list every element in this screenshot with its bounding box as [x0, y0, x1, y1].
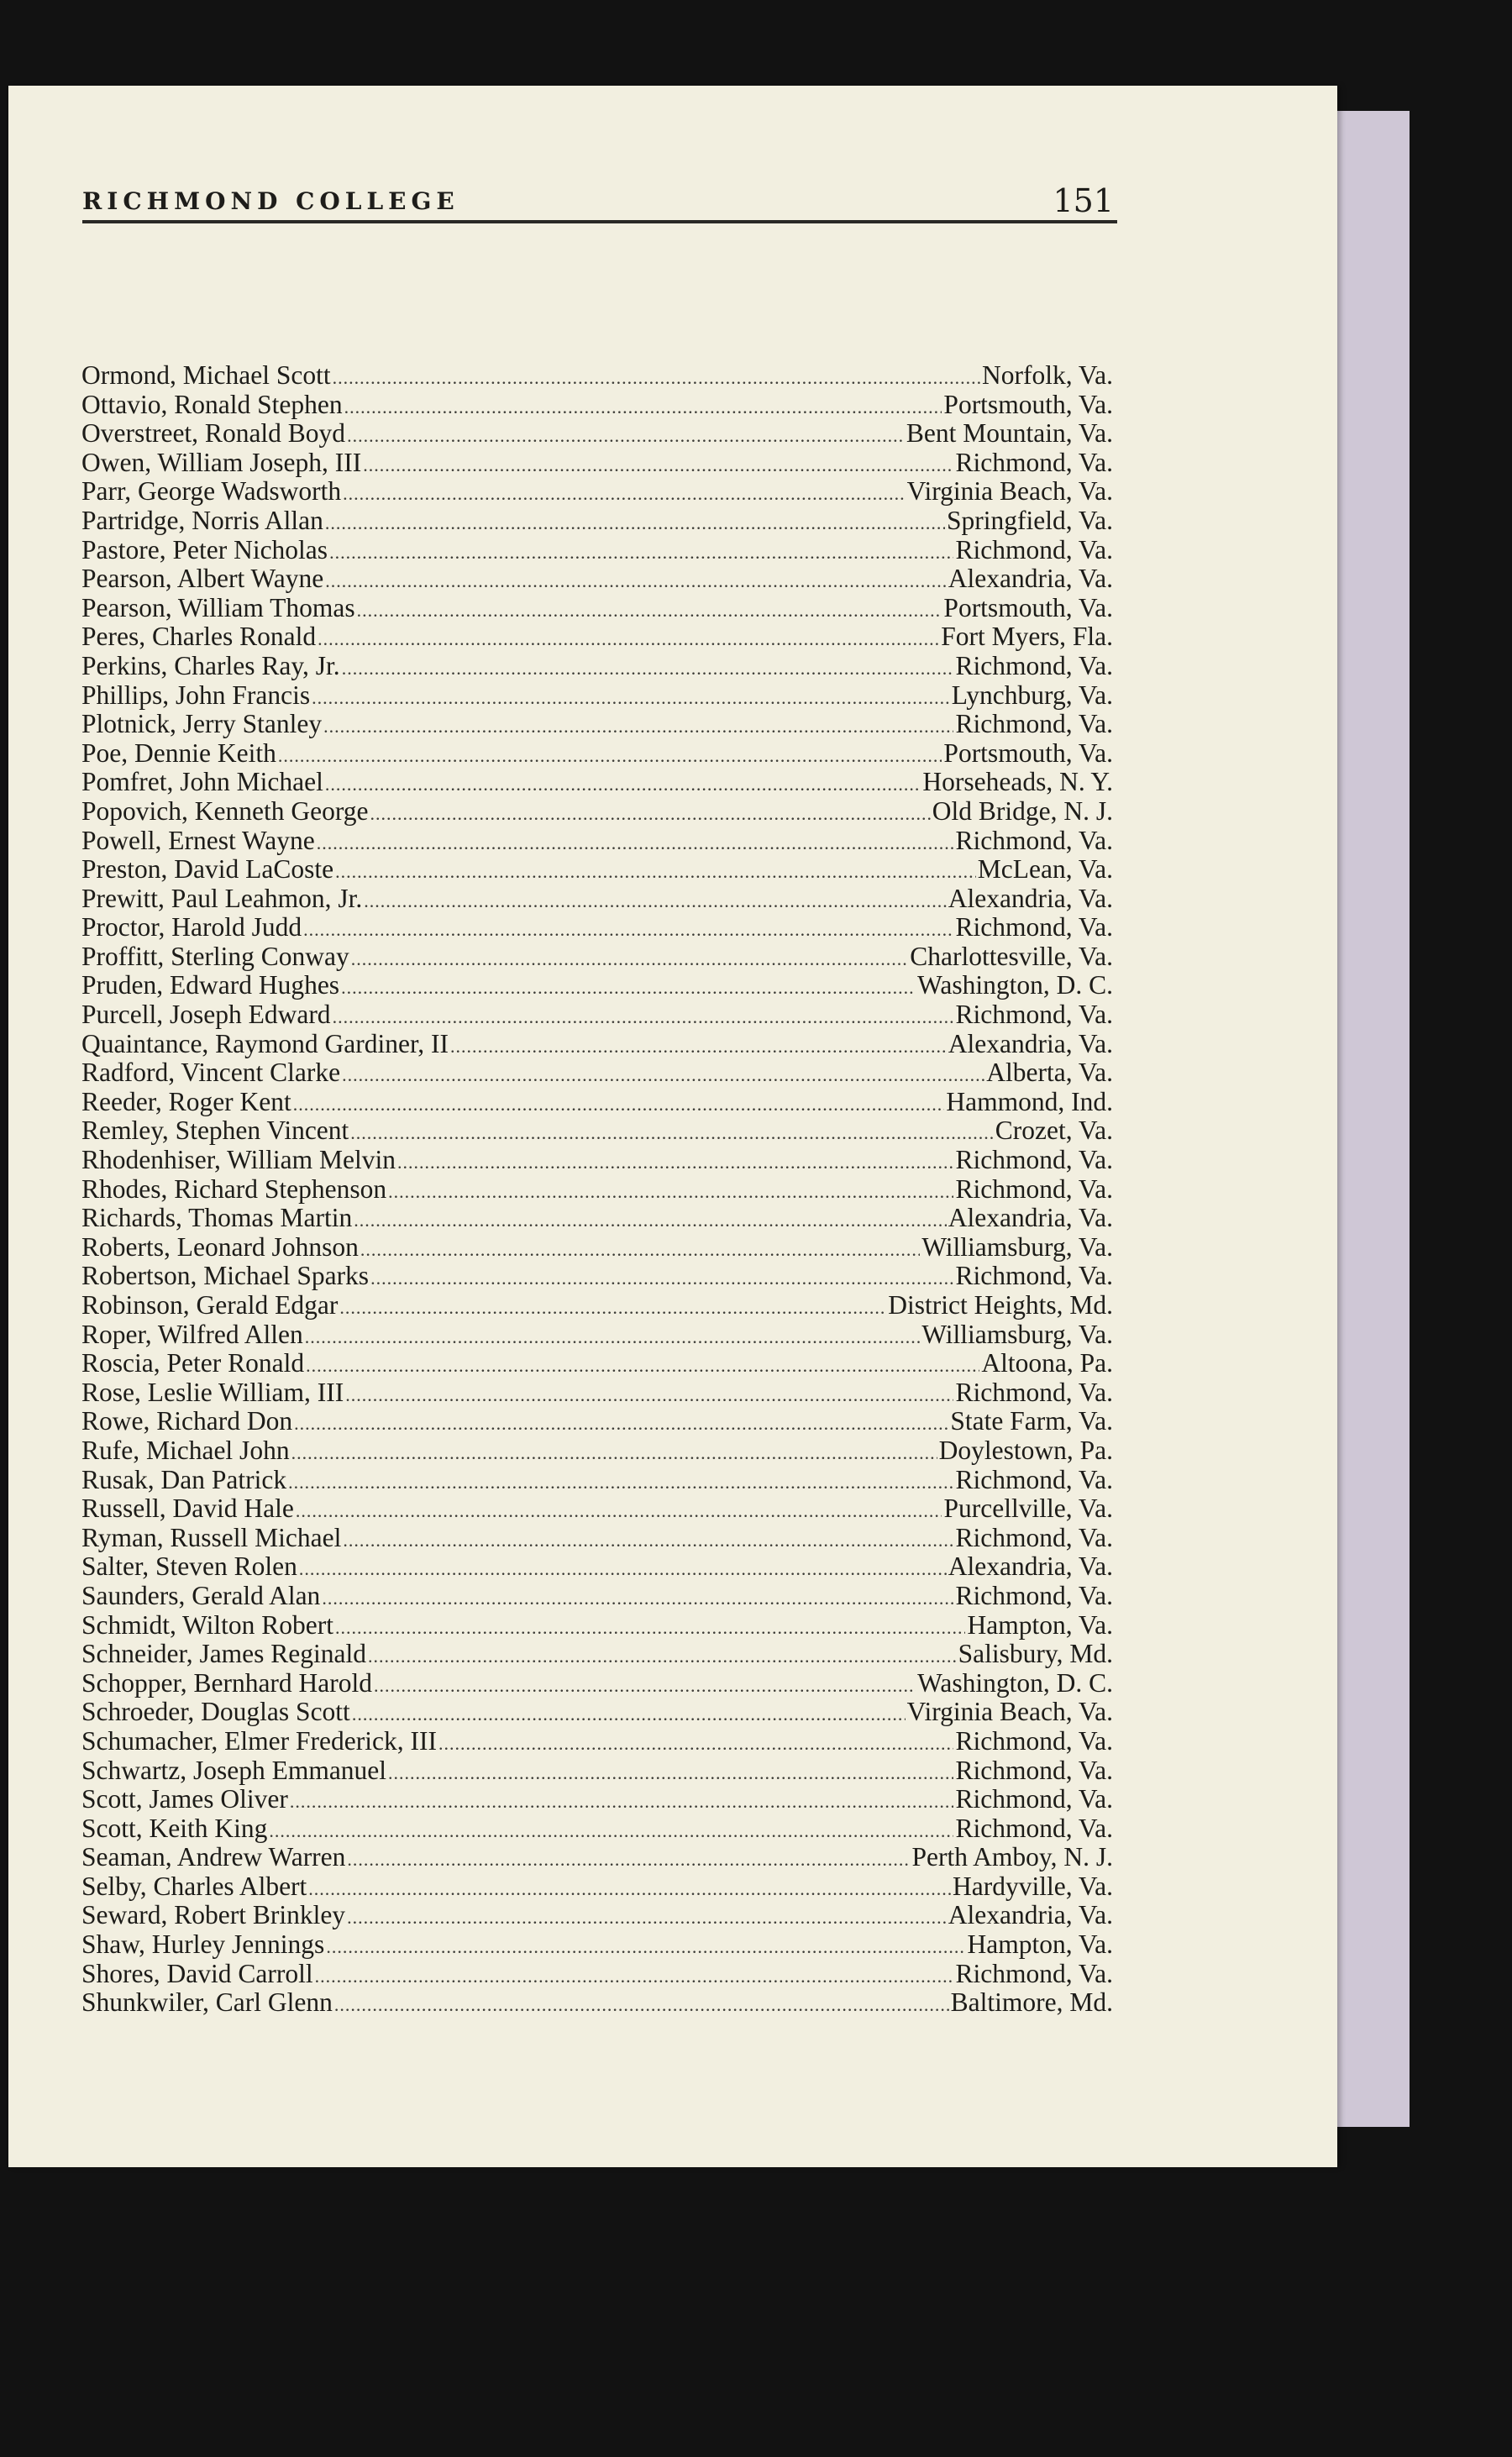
dot-leader: [322, 1584, 953, 1614]
student-name: Proctor, Harold Judd: [81, 912, 302, 942]
hometown: Doylestown, Pa.: [938, 1435, 1113, 1465]
student-name: Perkins, Charles Ray, Jr.: [81, 650, 340, 680]
hometown: Horseheads, N. Y.: [922, 767, 1113, 797]
hometown: Baltimore, Md.: [950, 1987, 1113, 2018]
student-name: Purcell, Joseph Edward: [81, 1000, 331, 1030]
student-name: Parr, George Wadsworth: [81, 476, 342, 507]
roster-entry: [81, 1349, 1113, 1378]
dot-leader: [291, 1439, 937, 1468]
student-name: Ottavio, Ronald Stephen: [81, 389, 343, 419]
hometown: Crozet, Va.: [995, 1116, 1113, 1146]
roster-entry: [81, 1030, 1113, 1059]
dot-leader: [333, 364, 980, 393]
student-name: Robertson, Michael Sparks: [81, 1261, 370, 1291]
roster-entry: [81, 1872, 1113, 1902]
student-name: Robinson, Gerald Edgar: [81, 1290, 339, 1320]
student-name: Partridge, Norris Allan: [81, 505, 323, 535]
running-head-title: RICHMOND COLLEGE: [82, 187, 459, 215]
student-name: Poe, Dennie Keith: [81, 738, 276, 768]
dot-leader: [278, 742, 942, 771]
hometown: Richmond, Va.: [955, 1755, 1113, 1785]
student-name: Remley, Stephen Vincent: [81, 1116, 349, 1146]
dot-leader: [269, 1817, 953, 1846]
hometown: Hammond, Ind.: [946, 1086, 1113, 1116]
roster-entry: [81, 1930, 1113, 1960]
dot-leader: [305, 1323, 921, 1352]
student-name: Radford, Vincent Clarke: [81, 1058, 341, 1088]
student-name: Roberts, Leonard Johnson: [81, 1231, 359, 1262]
dot-leader: [360, 1236, 920, 1265]
dot-leader: [345, 1381, 953, 1410]
student-name: Shunkwiler, Carl Glenn: [81, 1987, 333, 2018]
hometown: Norfolk, Va.: [981, 360, 1113, 390]
dot-leader: [450, 1032, 947, 1062]
dot-leader: [350, 1119, 993, 1148]
student-name: Reeder, Roger Kent: [81, 1086, 291, 1116]
student-name: Ormond, Michael Scott: [81, 360, 331, 390]
hometown: Washington, D. C.: [917, 970, 1113, 1000]
hometown: Fort Myers, Fla.: [941, 622, 1113, 652]
student-name: Rhodes, Richard Stephenson: [81, 1173, 387, 1204]
student-name: Shaw, Hurley Jennings: [81, 1929, 325, 1960]
dot-leader: [294, 1410, 948, 1439]
student-name: Schmidt, Wilton Robert: [81, 1609, 334, 1640]
roster-entry: [81, 971, 1113, 1000]
hometown: Williamsburg, Va.: [921, 1231, 1113, 1262]
roster-entry: [81, 1058, 1113, 1088]
roster-entry: [81, 1320, 1113, 1350]
dot-leader: [388, 1759, 953, 1788]
student-name: Rowe, Richard Don: [81, 1406, 293, 1436]
hometown: Lynchburg, Va.: [951, 680, 1113, 710]
dot-leader: [438, 1730, 954, 1759]
dot-leader: [343, 1526, 953, 1556]
dot-leader: [296, 1497, 942, 1526]
hometown: Richmond, Va.: [955, 1522, 1113, 1552]
roster-entry: [81, 768, 1113, 797]
dot-leader: [334, 1991, 949, 2020]
roster-entry: [81, 681, 1113, 711]
hometown: Richmond, Va.: [955, 1000, 1113, 1030]
roster-entry: [81, 827, 1113, 856]
hometown: Portsmouth, Va.: [943, 592, 1113, 622]
hometown: Charlottesville, Va.: [910, 941, 1113, 971]
roster-entry: [81, 1088, 1113, 1117]
roster-entry: [81, 1843, 1113, 1872]
student-name: Pearson, Albert Wayne: [81, 564, 324, 594]
hometown: Richmond, Va.: [955, 1464, 1113, 1494]
roster-entry: [81, 507, 1113, 536]
hometown: Virginia Beach, Va.: [906, 476, 1113, 507]
hometown: Richmond, Va.: [955, 912, 1113, 942]
dot-leader: [347, 1845, 910, 1875]
student-name: Seaman, Andrew Warren: [81, 1842, 346, 1872]
student-name: Powell, Ernest Wayne: [81, 825, 315, 855]
hometown: Alexandria, Va.: [948, 883, 1113, 913]
student-name: Schumacher, Elmer Frederick, III: [81, 1725, 437, 1756]
student-name: Schopper, Bernhard Harold: [81, 1667, 373, 1698]
roster-entry: [81, 1175, 1113, 1205]
dot-leader: [351, 945, 908, 974]
hometown: Portsmouth, Va.: [943, 738, 1113, 768]
roster-entry: [81, 855, 1113, 885]
roster-entry: [81, 942, 1113, 972]
student-name: Ryman, Russell Michael: [81, 1522, 342, 1552]
roster-entry: [81, 1494, 1113, 1524]
roster-entry: [81, 1116, 1113, 1146]
roster-entry: [81, 1000, 1113, 1030]
dot-leader: [326, 1933, 965, 1962]
dot-leader: [335, 1614, 965, 1643]
hometown: State Farm, Va.: [950, 1406, 1113, 1436]
roster-entry: [81, 477, 1113, 507]
roster-entry: [81, 913, 1113, 942]
roster-entry: [81, 1204, 1113, 1233]
roster-entry: [81, 1727, 1113, 1756]
hometown: Virginia Beach, Va.: [906, 1697, 1113, 1727]
student-name: Rusak, Dan Patrick: [81, 1464, 287, 1494]
student-name: Richards, Thomas Martin: [81, 1203, 353, 1233]
student-name: Schroeder, Douglas Scott: [81, 1697, 350, 1727]
hometown: Hampton, Va.: [967, 1929, 1113, 1960]
dot-leader: [363, 451, 953, 480]
dot-leader: [325, 509, 945, 538]
hometown: Richmond, Va.: [955, 1377, 1113, 1407]
roster-entry: [81, 1814, 1113, 1844]
roster-entry: [81, 1262, 1113, 1291]
hometown: Old Bridge, N. J.: [932, 795, 1113, 826]
hometown: Alexandria, Va.: [948, 1551, 1113, 1582]
dot-leader: [347, 1903, 947, 1933]
roster-entry: [81, 564, 1113, 594]
roster-entry: [81, 622, 1113, 652]
dot-leader: [317, 829, 954, 858]
roster-entry: [81, 652, 1113, 681]
dot-leader: [323, 712, 953, 742]
roster-entry: [81, 739, 1113, 769]
roster-entry: [81, 1146, 1113, 1175]
student-name: Selby, Charles Albert: [81, 1871, 307, 1901]
dot-leader: [343, 480, 906, 509]
roster-entry: [81, 1291, 1113, 1320]
roster-entry: [81, 594, 1113, 623]
roster-entry: [81, 361, 1113, 391]
hometown: Bent Mountain, Va.: [906, 418, 1113, 449]
roster-entry: [81, 1988, 1113, 2018]
hometown: Hardyville, Va.: [953, 1871, 1113, 1901]
dot-leader: [344, 393, 942, 423]
student-name: Proffitt, Sterling Conway: [81, 941, 349, 971]
student-name: Seward, Robert Brinkley: [81, 1900, 346, 1930]
student-name: Quaintance, Raymond Gardiner, II: [81, 1028, 449, 1058]
dot-leader: [341, 974, 916, 1003]
header-rule: [82, 220, 1117, 223]
hometown: Alexandria, Va.: [948, 1900, 1113, 1930]
student-name: Pruden, Edward Hughes: [81, 970, 340, 1000]
roster-entry: [81, 1698, 1113, 1727]
dot-leader: [368, 1642, 957, 1672]
hometown: Alexandria, Va.: [948, 564, 1113, 594]
hometown: Richmond, Va.: [955, 1958, 1113, 1988]
hometown: Springfield, Va.: [946, 505, 1113, 535]
hometown: District Heights, Md.: [888, 1290, 1113, 1320]
hometown: Alberta, Va.: [986, 1058, 1113, 1088]
student-name: Roscia, Peter Ronald: [81, 1348, 305, 1378]
student-name: Pearson, William Thomas: [81, 592, 355, 622]
dot-leader: [388, 1178, 953, 1207]
hometown: Richmond, Va.: [955, 709, 1113, 739]
hometown: Richmond, Va.: [955, 650, 1113, 680]
roster-entry: [81, 1466, 1113, 1495]
roster-entry: [81, 1233, 1113, 1263]
student-name: Plotnick, Jerry Stanley: [81, 709, 323, 739]
student-name: Prewitt, Paul Leahmon, Jr.: [81, 883, 363, 913]
student-name: Rose, Leslie William, III: [81, 1377, 344, 1407]
student-name: Overstreet, Ronald Boyd: [81, 418, 346, 449]
student-name: Rufe, Michael John: [81, 1435, 290, 1465]
hometown: Washington, D. C.: [917, 1667, 1113, 1698]
dot-leader: [288, 1468, 953, 1498]
running-header: [74, 179, 1116, 219]
dot-leader: [293, 1090, 945, 1120]
page-number: 151: [1053, 182, 1114, 219]
dot-leader: [325, 567, 947, 596]
roster-entry: [81, 536, 1113, 565]
dot-leader: [342, 1061, 984, 1090]
student-name: Scott, James Oliver: [81, 1784, 288, 1814]
hometown: Purcellville, Va.: [943, 1494, 1113, 1524]
hometown: Perth Amboy, N. J.: [911, 1842, 1113, 1872]
dot-leader: [329, 538, 953, 568]
dot-leader: [325, 770, 921, 800]
hometown: Williamsburg, Va.: [921, 1319, 1113, 1349]
hometown: Richmond, Va.: [955, 534, 1113, 564]
student-name: Owen, William Joseph, III: [81, 447, 362, 477]
dot-leader: [374, 1672, 916, 1701]
roster-entry: [81, 1407, 1113, 1436]
student-name: Pomfret, John Michael: [81, 767, 323, 797]
hometown: Richmond, Va.: [955, 447, 1113, 477]
hometown: Hampton, Va.: [967, 1609, 1113, 1640]
dot-leader: [339, 1294, 886, 1323]
dot-leader: [333, 1003, 954, 1032]
student-name: Schneider, James Reginald: [81, 1639, 367, 1669]
dot-leader: [308, 1875, 951, 1904]
roster-entry: [81, 797, 1113, 827]
hometown: Richmond, Va.: [955, 1784, 1113, 1814]
dot-leader: [370, 800, 930, 829]
roster-entry: [81, 1785, 1113, 1814]
hometown: Alexandria, Va.: [948, 1203, 1113, 1233]
dot-leader: [335, 858, 976, 887]
student-name: Preston, David LaCoste: [81, 854, 334, 885]
student-name: Russell, David Hale: [81, 1494, 294, 1524]
hometown: McLean, Va.: [977, 854, 1113, 885]
student-name: Saunders, Gerald Alan: [81, 1580, 321, 1610]
student-name: Pastore, Peter Nicholas: [81, 534, 328, 564]
student-name: Salter, Steven Rolen: [81, 1551, 297, 1582]
dot-leader: [318, 625, 939, 654]
hometown: Richmond, Va.: [955, 1261, 1113, 1291]
roster-entry: [81, 1669, 1113, 1698]
hometown: Portsmouth, Va.: [943, 389, 1113, 419]
student-name: Roper, Wilfred Allen: [81, 1319, 303, 1349]
dot-leader: [312, 684, 950, 713]
hometown: Alexandria, Va.: [948, 1028, 1113, 1058]
student-name: Phillips, John Francis: [81, 680, 311, 710]
roster-entry: [81, 1582, 1113, 1611]
dot-leader: [397, 1148, 953, 1178]
roster-entry: [81, 885, 1113, 914]
dot-leader: [299, 1555, 947, 1584]
student-name: Peres, Charles Ronald: [81, 622, 317, 652]
dot-leader: [303, 916, 953, 945]
student-name: Shores, David Carroll: [81, 1958, 313, 1988]
roster-entry: [81, 419, 1113, 449]
dot-leader: [352, 1700, 906, 1730]
dot-leader: [364, 887, 947, 916]
roster-entry: [81, 1436, 1113, 1466]
roster-entry: [81, 1960, 1113, 1989]
dot-leader: [342, 654, 954, 684]
roster-entry: [81, 1524, 1113, 1553]
hometown: Richmond, Va.: [955, 1813, 1113, 1843]
dot-leader: [347, 422, 905, 451]
hometown: Richmond, Va.: [955, 1173, 1113, 1204]
roster-entry: [81, 710, 1113, 739]
dot-leader: [290, 1788, 954, 1817]
student-name: Rhodenhiser, William Melvin: [81, 1145, 396, 1175]
hometown: Salisbury, Md.: [958, 1639, 1113, 1669]
roster-entry: [81, 1378, 1113, 1408]
roster-entry: [81, 1901, 1113, 1930]
roster-entry: [81, 1756, 1113, 1786]
hometown: Altoona, Pa.: [981, 1348, 1113, 1378]
student-name: Schwartz, Joseph Emmanuel: [81, 1755, 387, 1785]
dot-leader: [306, 1352, 979, 1381]
dot-leader: [370, 1264, 953, 1294]
student-roster: [81, 361, 1113, 2018]
hometown: Richmond, Va.: [955, 825, 1113, 855]
hometown: Richmond, Va.: [955, 1580, 1113, 1610]
roster-entry: [81, 391, 1113, 420]
roster-entry: [81, 1640, 1113, 1669]
roster-entry: [81, 449, 1113, 478]
roster-entry: [81, 1611, 1113, 1641]
dot-leader: [354, 1206, 947, 1236]
dot-leader: [315, 1962, 954, 1992]
student-name: Popovich, Kenneth George: [81, 795, 369, 826]
hometown: Richmond, Va.: [955, 1725, 1113, 1756]
hometown: Richmond, Va.: [955, 1145, 1113, 1175]
dot-leader: [357, 596, 942, 626]
roster-entry: [81, 1552, 1113, 1582]
student-name: Scott, Keith King: [81, 1813, 268, 1843]
